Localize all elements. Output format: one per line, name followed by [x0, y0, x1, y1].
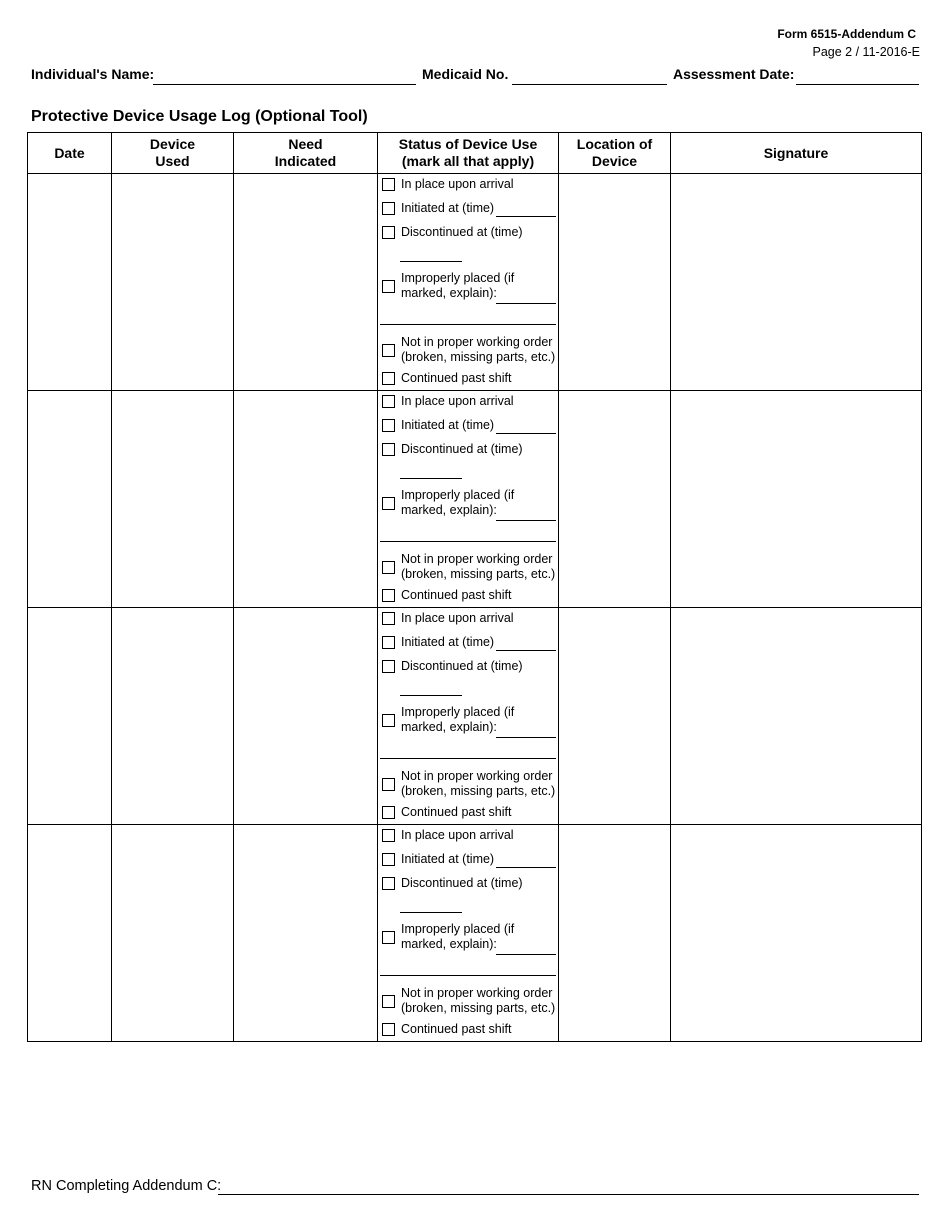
location-cell[interactable]: [559, 825, 671, 1042]
checkbox[interactable]: [382, 612, 395, 625]
form-number: Form 6515-Addendum C: [777, 27, 916, 41]
need-indicated-cell[interactable]: [234, 825, 378, 1042]
rn-completing-label: RN Completing Addendum C:: [31, 1178, 222, 1194]
column-header-signature: Signature: [671, 133, 922, 174]
option-in-place[interactable]: In place upon arrival: [382, 177, 514, 192]
option-not-working[interactable]: Not in proper working order (broken, missing parts, etc.): [382, 986, 555, 1016]
improper-explain-field-2[interactable]: [380, 541, 556, 542]
signature-cell[interactable]: [671, 391, 922, 608]
need-indicated-cell[interactable]: [234, 391, 378, 608]
column-header-need-indicated: Need Indicated: [234, 133, 378, 174]
improper-explain-field[interactable]: [496, 954, 556, 955]
signature-cell[interactable]: [671, 174, 922, 391]
checkbox[interactable]: [382, 561, 395, 574]
date-cell[interactable]: [28, 825, 112, 1042]
checkbox[interactable]: [382, 931, 395, 944]
status-cell: [378, 174, 559, 391]
option-initiated[interactable]: Initiated at (time): [382, 201, 494, 216]
checkbox[interactable]: [382, 226, 395, 239]
option-improperly-placed[interactable]: Improperly placed (if marked, explain):: [382, 488, 514, 518]
improper-explain-field-2[interactable]: [380, 324, 556, 325]
initiated-time-field[interactable]: [496, 216, 556, 217]
option-continued[interactable]: Continued past shift: [382, 371, 512, 386]
checkbox[interactable]: [382, 995, 395, 1008]
option-discontinued[interactable]: Discontinued at (time): [382, 442, 523, 457]
option-not-working[interactable]: Not in proper working order (broken, missing parts, etc.): [382, 552, 555, 582]
option-continued[interactable]: Continued past shift: [382, 588, 512, 603]
date-cell[interactable]: [28, 608, 112, 825]
checkbox[interactable]: [382, 202, 395, 215]
individual-name-label: Individual's Name:: [31, 66, 155, 82]
column-header-date: Date: [28, 133, 112, 174]
checkbox[interactable]: [382, 344, 395, 357]
initiated-time-field[interactable]: [496, 867, 556, 868]
option-in-place[interactable]: In place upon arrival: [382, 394, 514, 409]
checkbox[interactable]: [382, 778, 395, 791]
column-header-status: Status of Device Use (mark all that apply): [378, 133, 559, 174]
device-used-cell[interactable]: [112, 391, 234, 608]
signature-cell[interactable]: [671, 608, 922, 825]
option-continued[interactable]: Continued past shift: [382, 1022, 512, 1037]
option-not-working[interactable]: Not in proper working order (broken, missing parts, etc.): [382, 769, 555, 799]
checkbox[interactable]: [382, 280, 395, 293]
device-used-cell[interactable]: [112, 174, 234, 391]
column-header-location: Location of Device: [559, 133, 671, 174]
table-row: [28, 608, 922, 825]
discontinued-time-field[interactable]: [400, 695, 462, 696]
checkbox[interactable]: [382, 372, 395, 385]
initiated-time-field[interactable]: [496, 433, 556, 434]
checkbox[interactable]: [382, 589, 395, 602]
option-discontinued[interactable]: Discontinued at (time): [382, 876, 523, 891]
checkbox[interactable]: [382, 853, 395, 866]
checkbox[interactable]: [382, 660, 395, 673]
improper-explain-field-2[interactable]: [380, 975, 556, 976]
column-header-device-used: Device Used: [112, 133, 234, 174]
discontinued-time-field[interactable]: [400, 261, 462, 262]
status-cell: [378, 608, 559, 825]
checkbox[interactable]: [382, 497, 395, 510]
option-improperly-placed[interactable]: Improperly placed (if marked, explain):: [382, 271, 514, 301]
signature-cell[interactable]: [671, 825, 922, 1042]
discontinued-time-field[interactable]: [400, 912, 462, 913]
need-indicated-cell[interactable]: [234, 174, 378, 391]
status-cell: [378, 825, 559, 1042]
location-cell[interactable]: [559, 174, 671, 391]
option-discontinued[interactable]: Discontinued at (time): [382, 659, 523, 674]
date-cell[interactable]: [28, 391, 112, 608]
device-used-cell[interactable]: [112, 825, 234, 1042]
assessment-date-label: Assessment Date:: [673, 66, 795, 82]
option-not-working[interactable]: Not in proper working order (broken, missing parts, etc.): [382, 335, 555, 365]
initiated-time-field[interactable]: [496, 650, 556, 651]
discontinued-time-field[interactable]: [400, 478, 462, 479]
improper-explain-field[interactable]: [496, 737, 556, 738]
checkbox[interactable]: [382, 419, 395, 432]
device-used-cell[interactable]: [112, 608, 234, 825]
date-cell[interactable]: [28, 174, 112, 391]
checkbox[interactable]: [382, 714, 395, 727]
checkbox[interactable]: [382, 829, 395, 842]
option-improperly-placed[interactable]: Improperly placed (if marked, explain):: [382, 705, 514, 735]
option-initiated[interactable]: Initiated at (time): [382, 635, 494, 650]
improper-explain-field-2[interactable]: [380, 758, 556, 759]
medicaid-field[interactable]: [512, 84, 667, 85]
option-initiated[interactable]: Initiated at (time): [382, 418, 494, 433]
table-row: [28, 825, 922, 1042]
option-in-place[interactable]: In place upon arrival: [382, 828, 514, 843]
checkbox[interactable]: [382, 1023, 395, 1036]
table-row: [28, 174, 922, 391]
rn-completing-field[interactable]: [218, 1194, 919, 1195]
individual-name-field[interactable]: [153, 84, 416, 85]
checkbox[interactable]: [382, 178, 395, 191]
checkbox[interactable]: [382, 395, 395, 408]
checkbox[interactable]: [382, 806, 395, 819]
location-cell[interactable]: [559, 608, 671, 825]
improper-explain-field[interactable]: [496, 303, 556, 304]
log-title: Protective Device Usage Log (Optional Tool): [31, 108, 368, 125]
option-improperly-placed[interactable]: Improperly placed (if marked, explain):: [382, 922, 514, 952]
table-row: [28, 391, 922, 608]
need-indicated-cell[interactable]: [234, 608, 378, 825]
option-initiated[interactable]: Initiated at (time): [382, 852, 494, 867]
option-in-place[interactable]: In place upon arrival: [382, 611, 514, 626]
option-discontinued[interactable]: Discontinued at (time): [382, 225, 523, 240]
checkbox[interactable]: [382, 877, 395, 890]
improper-explain-field[interactable]: [496, 520, 556, 521]
checkbox[interactable]: [382, 443, 395, 456]
medicaid-label: Medicaid No.: [422, 66, 509, 82]
device-usage-log-table: [27, 132, 922, 1042]
option-continued[interactable]: Continued past shift: [382, 805, 512, 820]
status-cell: [378, 391, 559, 608]
checkbox[interactable]: [382, 636, 395, 649]
location-cell[interactable]: [559, 391, 671, 608]
page-number: Page 2 / 11-2016-E: [812, 45, 920, 59]
assessment-date-field[interactable]: [796, 84, 919, 85]
